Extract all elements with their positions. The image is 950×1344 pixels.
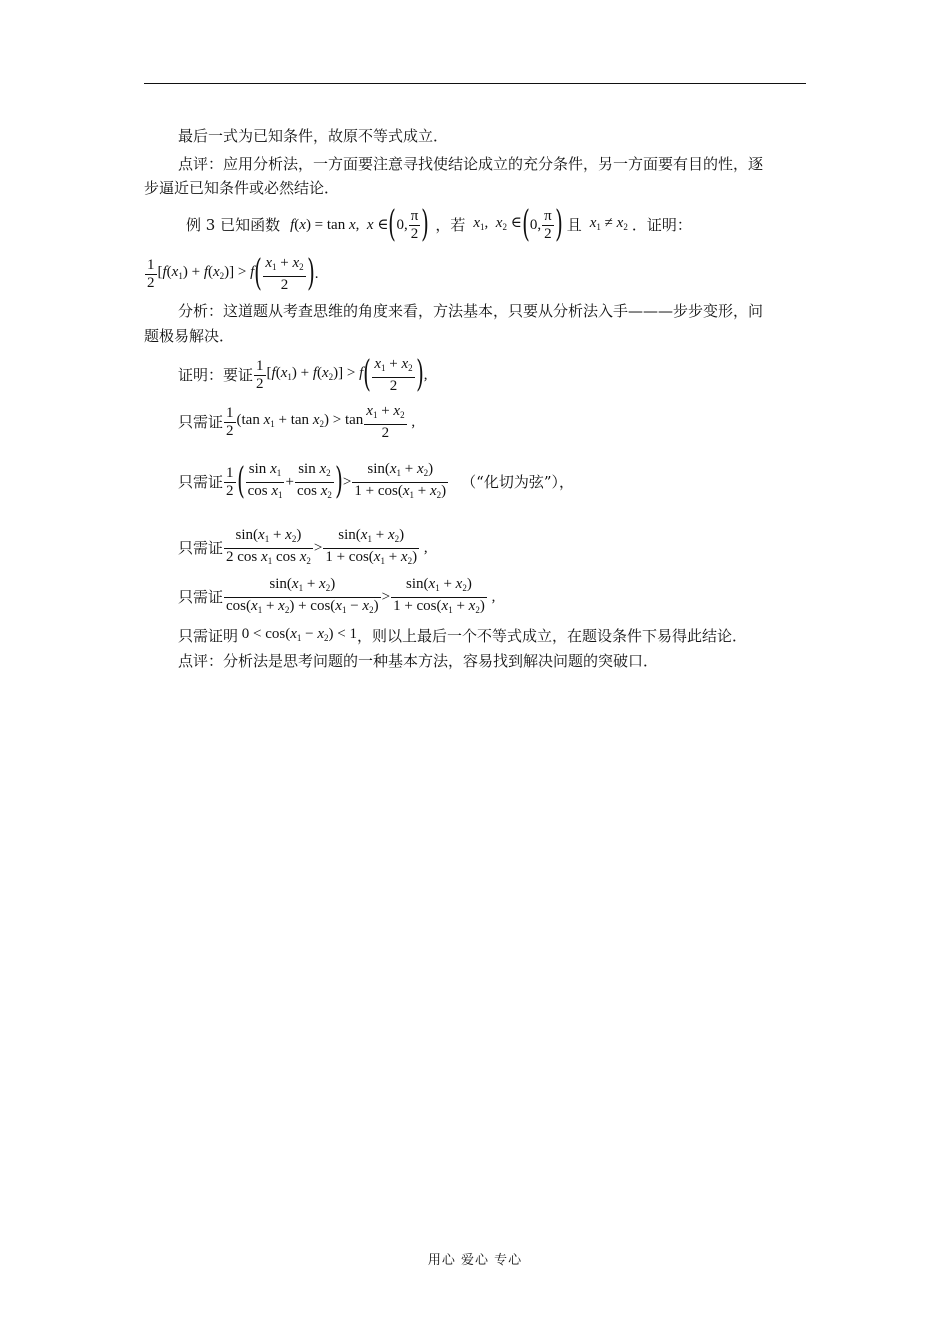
proof-step-3 [178, 456, 574, 508]
text-prove: ．证明： [631, 216, 692, 234]
proof-step-2 [178, 400, 415, 444]
formula-fx: f(x) = tan x, x ∈ [290, 217, 389, 233]
paren-left-5: ( [236, 461, 245, 502]
frac-pi-2-b: $\frac{\pi}{2}$ [544, 207, 552, 242]
need-label-4: 只需证 [178, 588, 224, 606]
proof-label: 证明：要证 [178, 366, 254, 384]
formula-neq: $x_1 \ne x_2$ [589, 215, 628, 232]
paren-right-4: ) [415, 354, 424, 395]
interval-zero-2: 0, [529, 217, 542, 233]
paren-left-3: ( [254, 253, 263, 294]
conclusion-text: ，则以上最后一个不等式成立，在题设条件下易得此结论． [357, 627, 748, 645]
frac-tan2: $\frac{\sin x_2}{\cos x_2}$ [296, 460, 332, 500]
proof-step-1 [178, 351, 427, 399]
formula-statement: $[f(x_1) + f(x_2)] > f$ [157, 264, 255, 281]
need-label-5: 只需证明 [178, 627, 239, 645]
comma: , [423, 367, 428, 383]
example-3-line [186, 200, 692, 250]
frac-half-2: $\frac{1}{2}$ [256, 357, 264, 392]
formula-step1: $[f(x_1) + f(x_2)] > f$ [266, 365, 364, 382]
frac-mid-2: $\frac{x_1 + x_2}{2}$ [374, 355, 413, 394]
need-label-3: 只需证 [178, 539, 224, 557]
text-qie: 且 [566, 216, 582, 234]
page-footer: 用心 爱心 专心 [427, 1253, 523, 1268]
analysis-line-1: 分析：这道题从考查思维的角度来看，方法基本，只要从分析法入手———步步变形，问 [178, 302, 764, 320]
remark-chord: （“化切为弦”）， [461, 473, 574, 491]
frac-pi-2: $\frac{\pi}{2}$ [410, 207, 419, 242]
frac-rhs-5: $\frac{\sin(x_1 + x_2)}{1 + \cos(x_1 + x_2)}$ [393, 575, 485, 615]
paren-right-3: ) [306, 253, 315, 294]
gt-3: > [381, 589, 391, 605]
frac-half: $\frac{1}{2}$ [147, 256, 155, 291]
text-line-3: 步逼近已知条件或必然结论． [144, 179, 340, 197]
paren-right-2: ) [554, 204, 563, 245]
frac-mid: $\frac{x_1 + x_2}{2}$ [265, 254, 304, 293]
paren-left-4: ( [363, 354, 372, 395]
frac-lhs-4: $\frac{\sin(x_1 + x_2)}{2 \cos x_1 \cos x_2}$ [226, 526, 311, 566]
need-label-1: 只需证 [178, 413, 224, 431]
formula-x1x2: $x_1$, $x_2$ ∈ [473, 215, 522, 232]
gt: > [342, 474, 352, 490]
text-line-1: 最后一式为已知条件，故原不等式成立． [178, 127, 449, 145]
frac-tan1: $\frac{\sin x_1}{\cos x_1}$ [247, 460, 283, 500]
proof-step-6 [178, 624, 747, 648]
frac-half-3: $\frac{1}{2}$ [226, 404, 234, 439]
plus: + [285, 474, 294, 490]
paren-right: ) [421, 204, 430, 245]
frac-tanhalf: $\frac{\sin(x_1 + x_2)}{1 + \cos(x_1 + x_2)}$ [354, 460, 447, 500]
proof-step-5 [178, 575, 495, 619]
comma-2: , [407, 414, 416, 430]
comment-line: 点评：分析法是思考问题的一种基本方法，容易找到解决问题的突破口． [178, 652, 659, 670]
text-line-2: 点评：应用分析法，一方面要注意寻找使结论成立的充分条件，另一方面要有目的性，逐 [178, 155, 764, 173]
need-label-2: 只需证 [178, 473, 224, 491]
comma-4: , [487, 589, 496, 605]
header-rule [144, 83, 806, 84]
text-ruo: ，若 [435, 216, 466, 234]
frac-mid-3: $\frac{x_1 + x_2}{2}$ [366, 402, 405, 441]
frac-half-4: $\frac{1}{2}$ [226, 464, 234, 499]
paren-left: ( [388, 204, 397, 245]
comma-3: , [420, 540, 428, 556]
gt-2: > [313, 540, 323, 556]
paren-left-2: ( [521, 204, 530, 245]
interval-zero: 0, [396, 217, 408, 233]
paren-right-5: ) [335, 461, 343, 502]
proof-step-4 [178, 526, 428, 570]
example-label: 例 3 已知函数 [186, 216, 281, 234]
frac-rhs-4: $\frac{\sin(x_1 + x_2)}{1 + \cos(x_1 + x_2)}$ [325, 526, 418, 566]
formula-cos-range: $0 < \cos(x_1 - x_2) < 1$ [238, 626, 357, 643]
statement-line [144, 250, 318, 298]
formula-step2: (tan $x_1 + \tan x_2) > \tan$ [236, 412, 364, 429]
period: . [314, 266, 319, 282]
analysis-line-2: 题极易解决． [144, 327, 235, 345]
frac-lhs-5: $\frac{\sin(x_1 + x_2)}{\cos(x_1 + x_2) + \cos(x_1 - x_2)}$ [226, 575, 379, 615]
